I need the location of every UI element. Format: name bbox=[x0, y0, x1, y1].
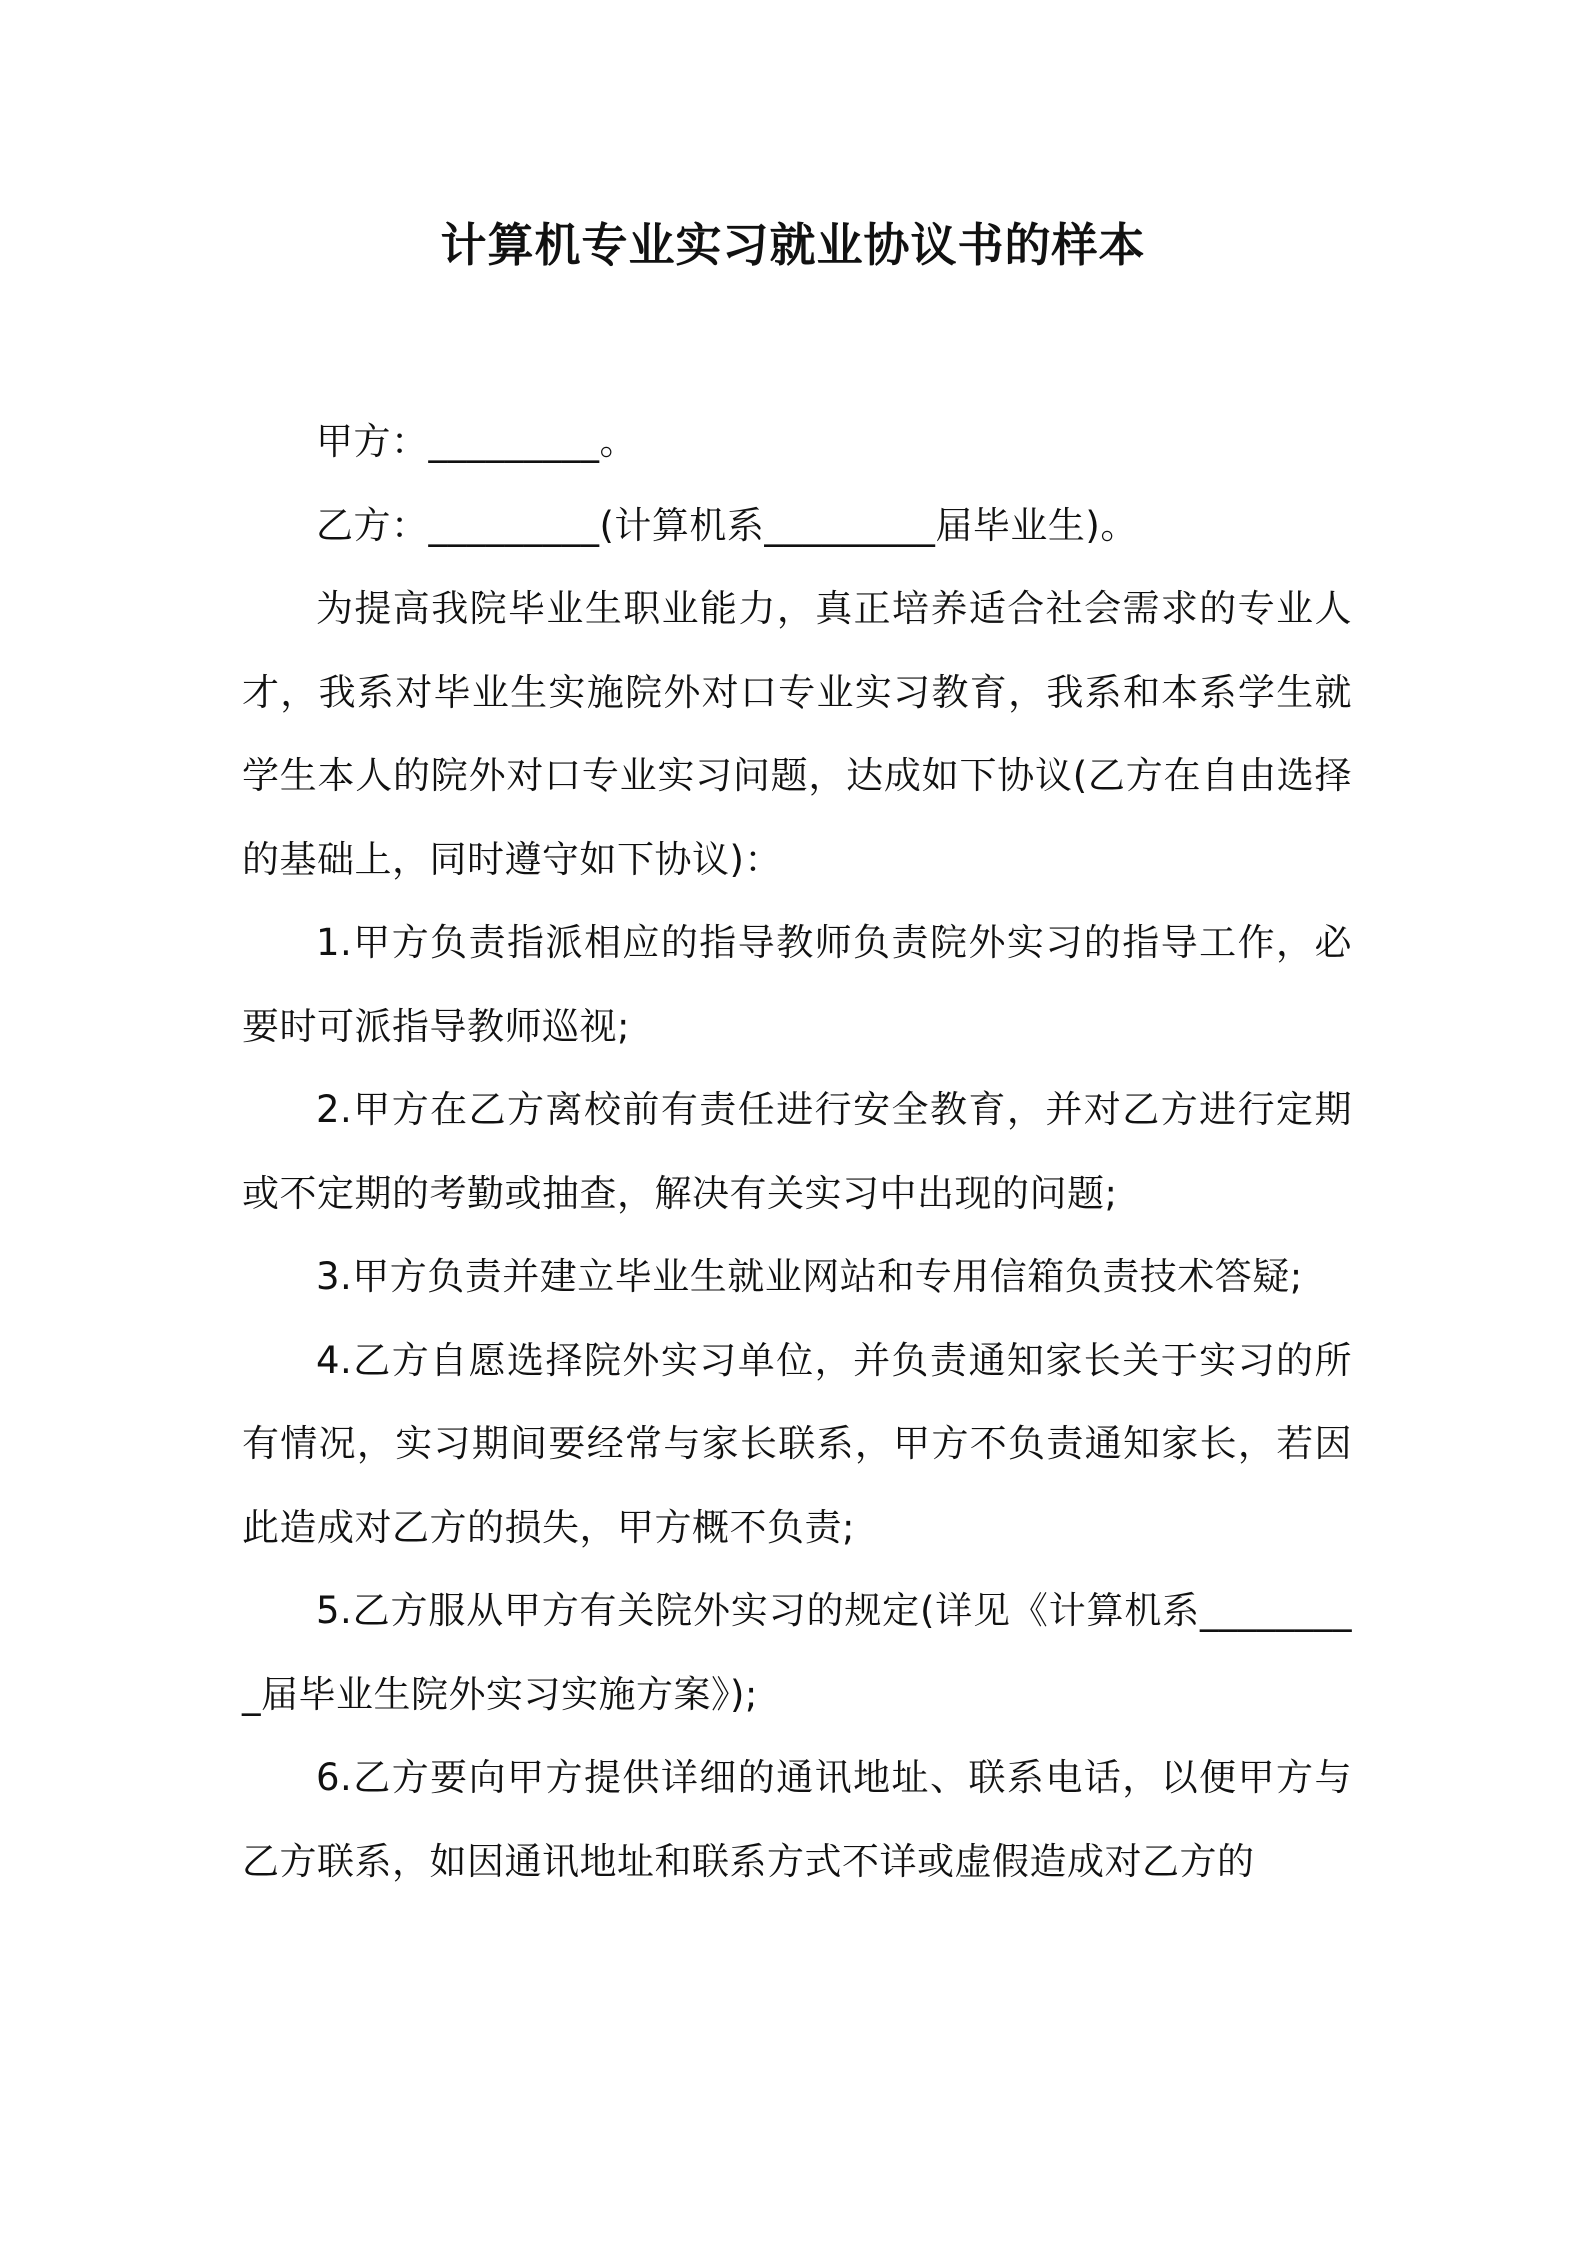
party-a-line: 甲方：_________。 bbox=[316, 420, 637, 463]
clause-3: 3.甲方负责并建立毕业生就业网站和专用信箱负责技术答疑; bbox=[316, 1255, 1303, 1298]
clause-5: 5.乙方服从甲方有关院外实习的规定(详见《计算机系_________届毕业生院外实习实施方案》); bbox=[242, 1589, 1352, 1716]
clause-6: 6.乙方要向甲方提供详细的通讯地址、联系电话，以便甲方与乙方联系，如因通讯地址和联系方式不详或虚假造成对乙方的 bbox=[242, 1756, 1352, 1883]
party-b-line: 乙方：_________(计算机系_________届毕业生)。 bbox=[316, 503, 1138, 547]
document-body bbox=[242, 400, 1352, 1903]
clause-2: 2.甲方在乙方离校前有责任进行安全教育，并对乙方进行定期或不定期的考勤或抽查，解决有关实习中出现的问题; bbox=[242, 1088, 1352, 1215]
document-title: 计算机专业实习就业协议书的样本 bbox=[440, 218, 1146, 272]
intro-paragraph: 为提高我院毕业生职业能力，真正培养适合社会需求的专业人才，我系对毕业生实施院外对口专业实习教育，我系和本系学生就学生本人的院外对口专业实习问题，达成如下协议(乙方在自由选择的基础上，同时遵守如下协议)： bbox=[242, 587, 1352, 881]
clause-4: 4.乙方自愿选择院外实习单位，并负责通知家长关于实习的所有情况，实习期间要经常与家长联系，甲方不负责通知家长，若因此造成对乙方的损失，甲方概不负责; bbox=[242, 1338, 1352, 1549]
clause-1: 1.甲方负责指派相应的指导教师负责院外实习的指导工作，必要时可派指导教师巡视; bbox=[242, 921, 1352, 1048]
